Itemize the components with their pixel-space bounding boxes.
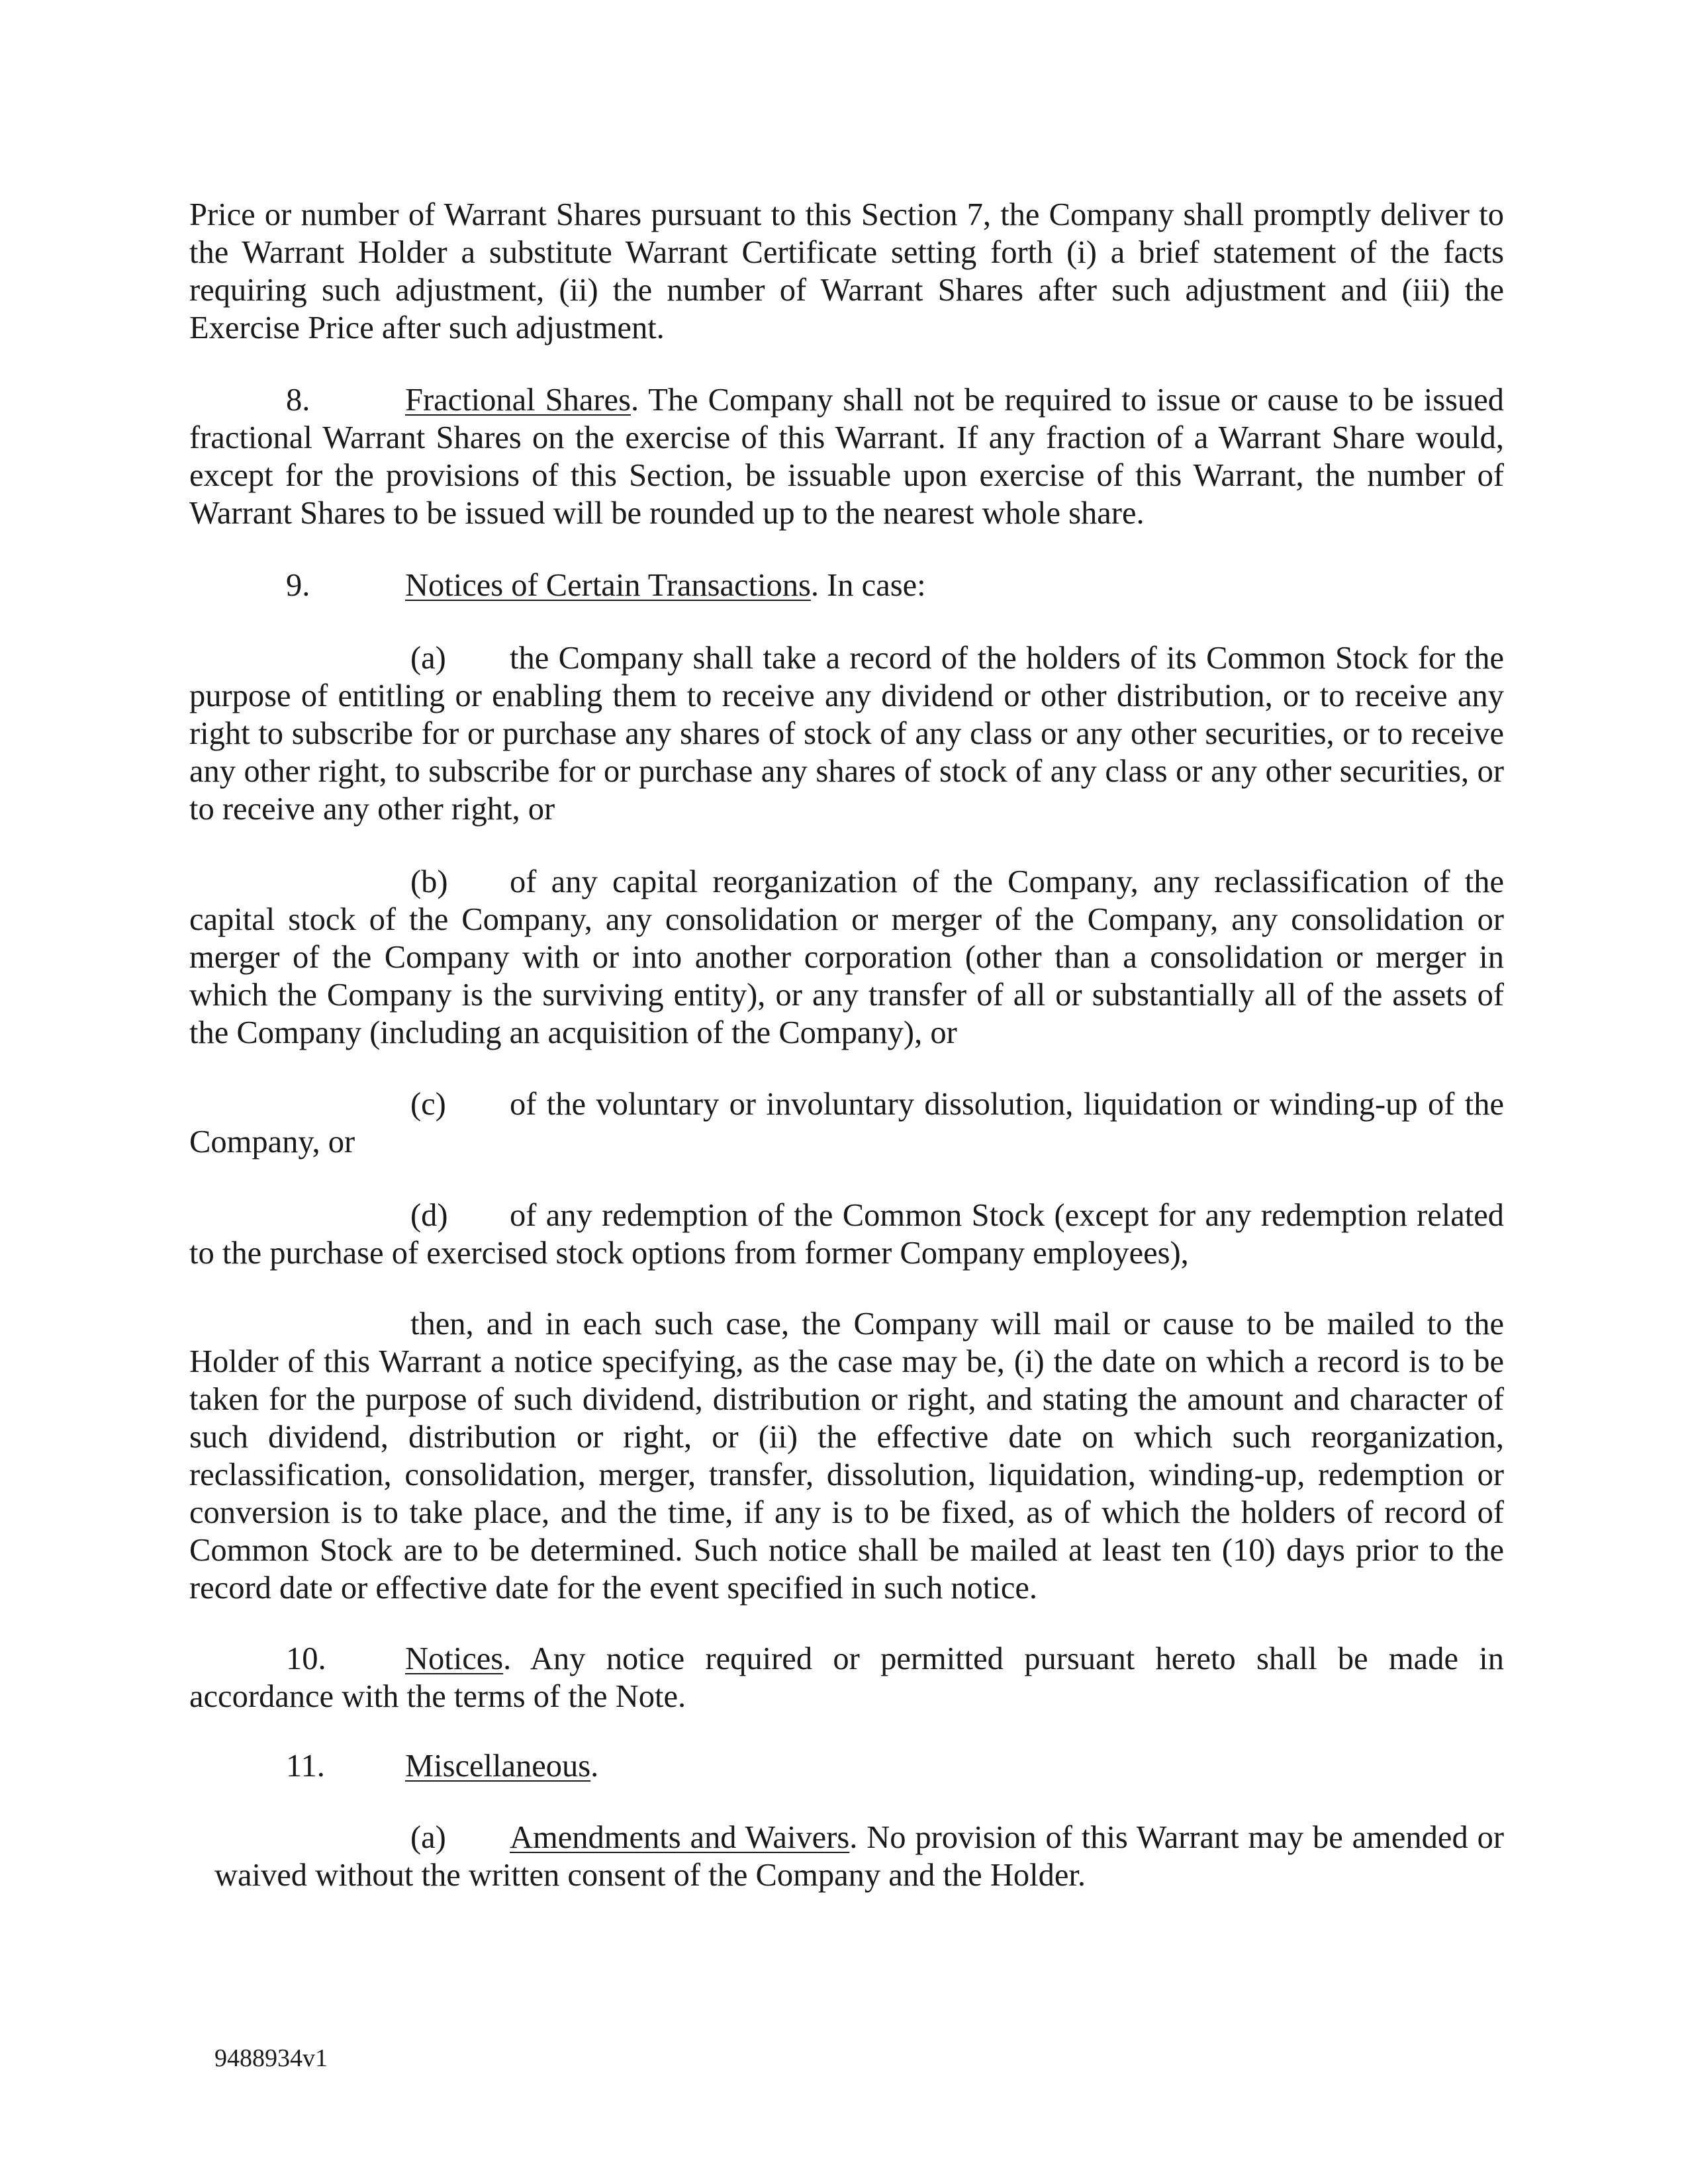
section-9-item-b (189, 863, 1504, 1052)
section-11-a-heading: Amendments and Waivers (510, 1820, 850, 1855)
item-b-text: of any capital reorganization of the Company, any reclassification of the capital stock of the Company, any consolidation or merger of the Company, any consolidation or merger of the Company with or into another corporation (other than a consolidation or merger in which the Company is the surviving entity), or any transfer of all or substantially all of the assets of the Company (including an acquisition of the Company), or (189, 864, 1504, 1050)
section-8-body: . The Company shall not be required to issue or cause to be issued fractional Warrant Shares on the exercise of this Warrant. If any fraction of a Warrant Share would, except for the provisions of this Section, be issuable upon exercise of this Warrant, the number of Warrant Shares to be issued will be rounded up to the nearest whole share. (189, 383, 1504, 531)
section-10-heading: Notices (405, 1641, 504, 1676)
item-b-label: (b) (410, 864, 448, 899)
item-a-text: the Company shall take a record of the holders of its Common Stock for the purpose of entitling or enabling them to receive any dividend or other distribution, or to receive any right to subscribe for or purchase any shares of stock of any class or any other securities, or to receive any other right, to subscribe for or purchase any shares of stock of any class or any other securities, or to receive any other right, or (189, 641, 1504, 827)
item-c-label: (c) (410, 1087, 446, 1122)
section-11-a-label: (a) (410, 1820, 446, 1855)
item-d-label: (d) (410, 1198, 448, 1233)
footer-document-id: 9488934v1 (214, 2044, 328, 2072)
section-11-body: . (590, 1749, 599, 1784)
section-11-a-body: . No provision of this Warrant may be amended or waived without the written consent of the Company and the Holder. (214, 1820, 1504, 1893)
section-9-heading: Notices of Certain Transactions (405, 568, 811, 603)
section-10 (189, 1640, 1504, 1715)
section-10-number: 10. (286, 1641, 326, 1676)
item-c-text: of the voluntary or involuntary dissolution, liquidation or winding-up of the Company, or (189, 1087, 1504, 1160)
section-11 (189, 1747, 1504, 1785)
intro-paragraph (189, 196, 1504, 347)
section-11-item-a (214, 1819, 1504, 1894)
item-d-text: of any redemption of the Common Stock (except for any redemption related to the purchase of exercised stock options from former Company employees), (189, 1198, 1504, 1271)
then-text: then, and in each such case, the Company will mail or cause to be mailed to the Holder of this Warrant a notice specifying, as the case may be, (i) the date on which a record is to be taken for the purpose of such dividend, distribution or right, and stating the amount and character of such dividend, distribution or right, or (ii) the effective date on which such reorganization, reclassification, consolidation, merger, transfer, dissolution, liquidation, winding-up, redemption or conversion is to take place, and the time, if any is to be fixed, as of which the holders of record of Common Stock are to be determined. Such notice shall be mailed at least ten (10) days prior to the record date or effective date for the event specified in such notice. (189, 1306, 1504, 1606)
section-8-number: 8. (286, 383, 310, 418)
section-9-item-d (189, 1197, 1504, 1272)
section-9-body: . In case: (810, 568, 926, 603)
then-paragraph (189, 1305, 1504, 1607)
section-9-item-c (189, 1085, 1504, 1161)
section-9 (189, 567, 1504, 604)
section-11-heading: Miscellaneous (405, 1749, 591, 1784)
item-a-label: (a) (410, 641, 446, 676)
section-9-item-a (189, 639, 1504, 828)
section-9-number: 9. (286, 568, 310, 603)
section-11-number: 11. (286, 1749, 325, 1784)
section-8-heading: Fractional Shares (405, 383, 631, 418)
intro-text: Price or number of Warrant Shares pursuant to this Section 7, the Company shall promptly deliver to the Warrant Holder a substitute Warrant Certificate setting forth (i) a brief statement of the facts requiring such adjustment, (ii) the number of Warrant Shares after such adjustment and (iii) the Exercise Price after such adjustment. (189, 197, 1504, 345)
section-10-body: . Any notice required or permitted pursuant hereto shall be made in accordance with the terms of the Note. (189, 1641, 1504, 1714)
section-8 (189, 381, 1504, 532)
